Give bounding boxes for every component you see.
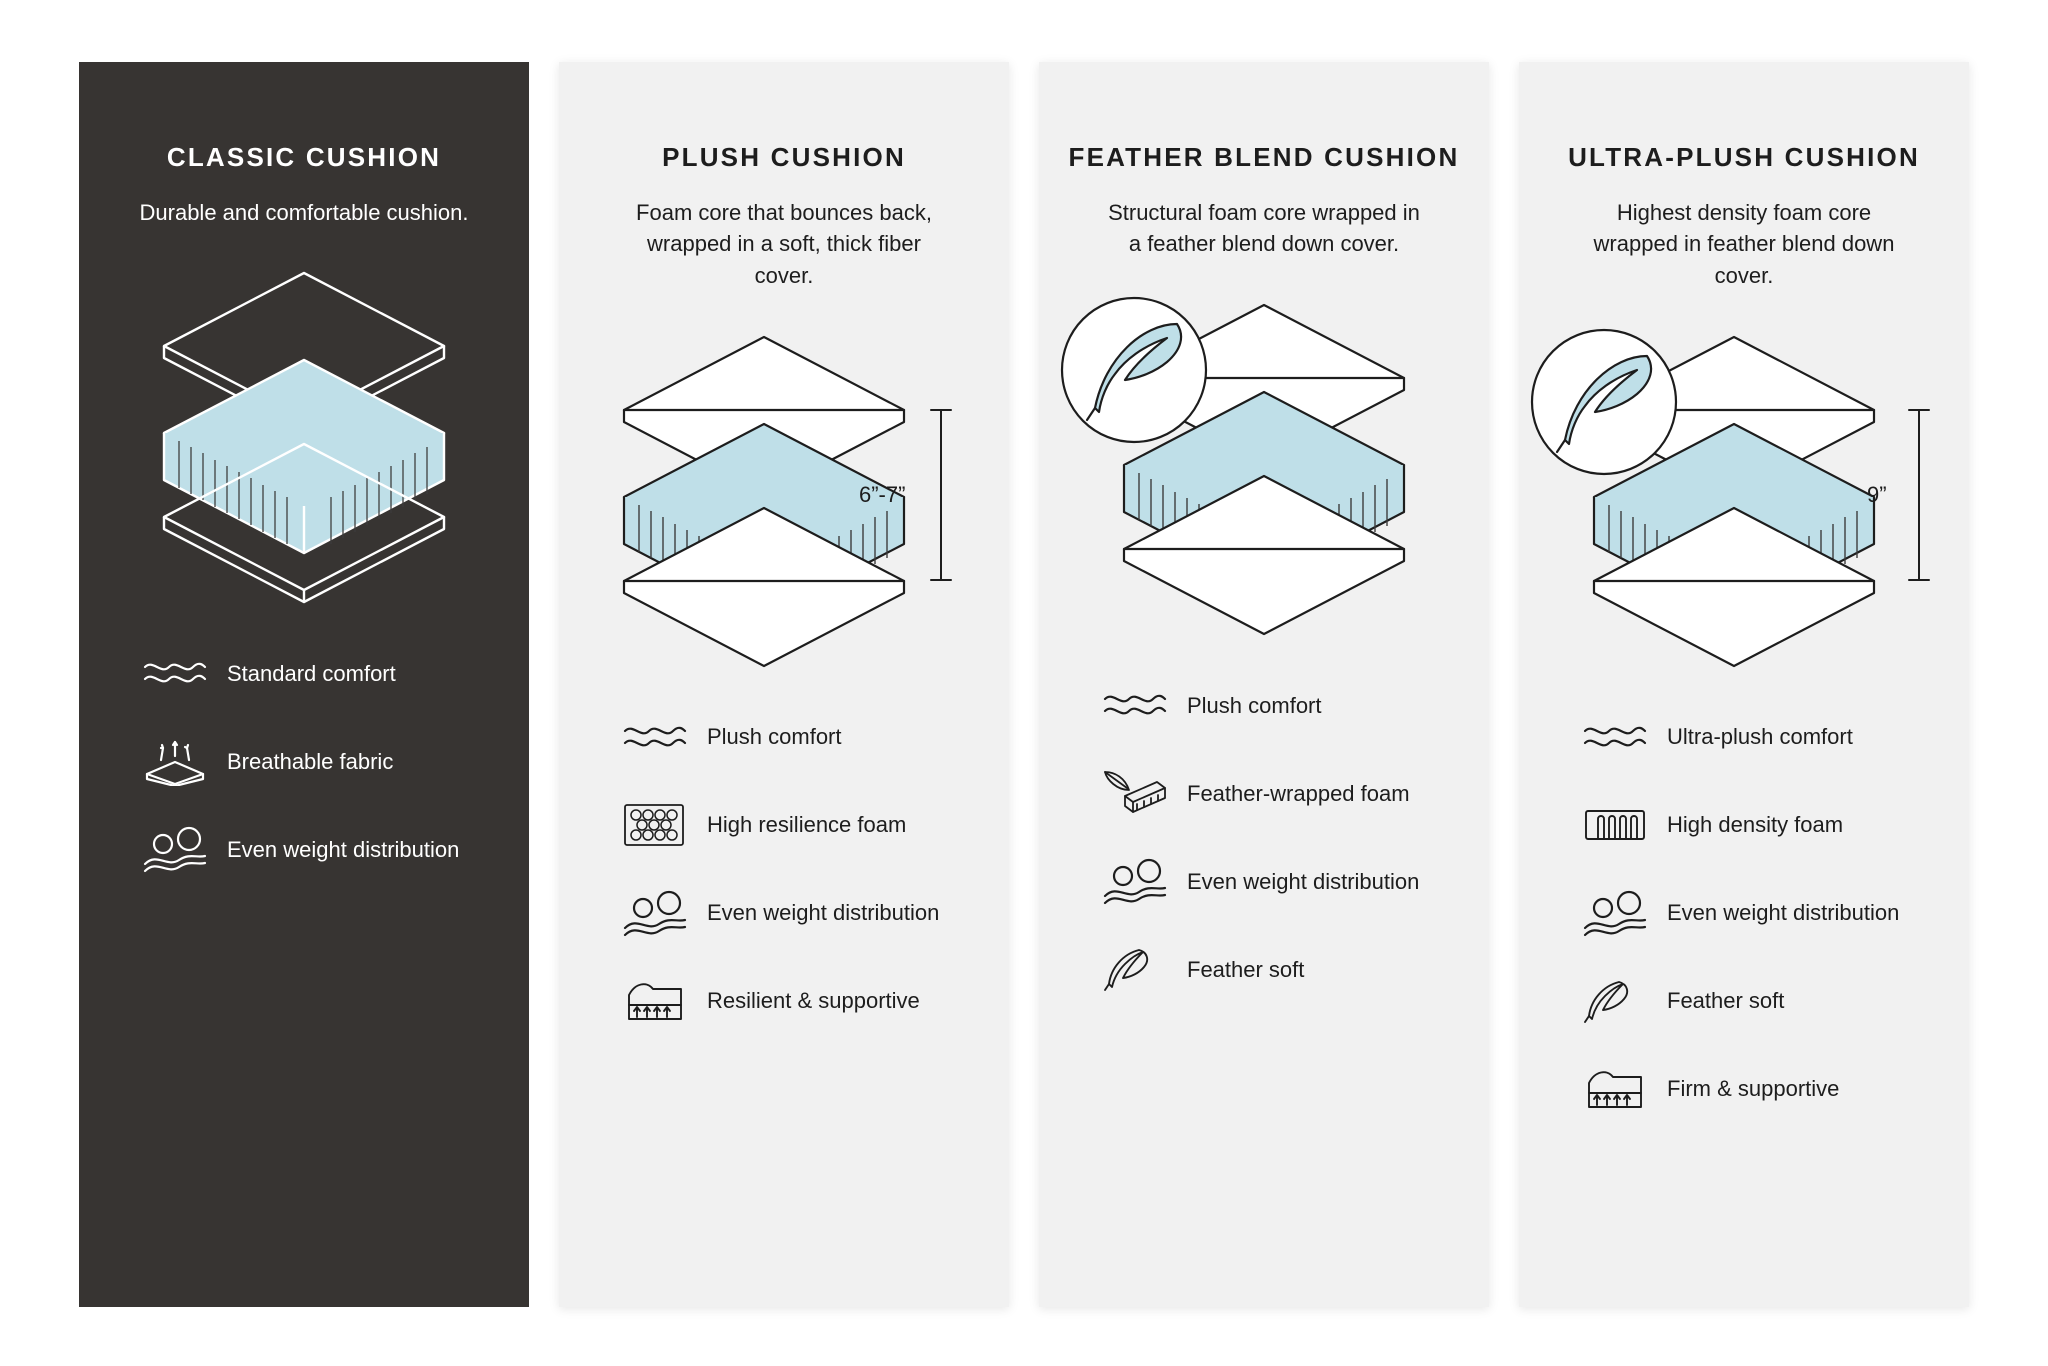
cushion-layer-diagram — [1519, 312, 1969, 692]
feature-label: Feather soft — [1187, 956, 1305, 982]
feature-item — [1101, 850, 1427, 912]
feature-label: Even weight distribution — [227, 836, 460, 862]
feature-label: Plush comfort — [1187, 692, 1322, 718]
feature-list — [79, 642, 529, 906]
feature-label: High density foam — [1667, 812, 1844, 838]
feature-item — [1581, 794, 1907, 856]
feature-item — [1581, 706, 1907, 768]
feather-soft-icon — [1101, 941, 1175, 997]
feature-label: Even weight distribution — [1187, 868, 1420, 894]
feature-item — [1581, 970, 1907, 1032]
foam-core-layer — [164, 360, 444, 553]
card-title: CLASSIC CUSHION — [166, 142, 442, 172]
feature-item — [1101, 762, 1427, 824]
feature-list — [1519, 706, 1969, 1146]
feature-item — [1101, 938, 1427, 1000]
feature-label: Feather-wrapped foam — [1187, 780, 1410, 806]
feature-item — [621, 882, 947, 944]
cushion-card-plush — [559, 62, 1009, 1307]
honeycomb-foam-icon — [621, 797, 695, 853]
feature-item — [621, 706, 947, 768]
even-weight-distribution-icon — [141, 821, 215, 877]
dimension-label: 9” — [1867, 482, 1887, 508]
feather-badge — [1062, 298, 1206, 442]
card-title: PLUSH CUSHION — [662, 142, 906, 172]
wave-comfort-icon — [1581, 709, 1655, 765]
feature-item — [1581, 882, 1907, 944]
feature-label: Breathable fabric — [227, 748, 394, 774]
feature-label: Feather soft — [1667, 988, 1785, 1014]
feature-label: Resilient & supportive — [707, 988, 920, 1014]
feather-soft-icon — [1581, 973, 1655, 1029]
cushion-card-feather-blend — [1039, 62, 1489, 1307]
feature-label: Plush comfort — [707, 724, 842, 750]
cushion-layer-diagram — [1039, 280, 1489, 660]
feather-badge — [1532, 330, 1676, 474]
feature-item — [1101, 674, 1427, 736]
wave-comfort-icon — [141, 645, 215, 701]
cushion-card-ultra-plush — [1519, 62, 1969, 1307]
feature-label: Standard comfort — [227, 660, 396, 686]
card-description: Foam core that bounces back, wrapped in a soft, thick fiber cover. — [636, 199, 932, 289]
resilient-support-icon — [621, 973, 695, 1029]
feature-item — [1581, 1058, 1907, 1120]
card-description: Structural foam core wrapped in a feather blend down cover. — [1108, 199, 1420, 257]
wave-comfort-icon — [621, 709, 695, 765]
feature-item — [141, 818, 467, 880]
even-weight-distribution-icon — [621, 885, 695, 941]
feature-label: Even weight distribution — [1667, 900, 1900, 926]
even-weight-distribution-icon — [1581, 885, 1655, 941]
feature-label: Even weight distribution — [707, 900, 940, 926]
feature-list — [559, 706, 1009, 1058]
card-description: Durable and comfortable cushion. — [139, 199, 469, 225]
card-title: FEATHER BLEND CUSHION — [1068, 142, 1460, 172]
feature-item — [621, 970, 947, 1032]
cushion-card-classic — [79, 62, 529, 1307]
firm-support-icon — [1581, 1061, 1655, 1117]
feature-label: Firm & supportive — [1667, 1076, 1840, 1102]
cushion-layer-diagram — [79, 248, 529, 628]
feature-label: High resilience foam — [707, 812, 907, 838]
dimension-indicator — [931, 410, 951, 580]
feature-item — [621, 794, 947, 856]
feather-wrapped-foam-icon — [1101, 765, 1175, 821]
feature-item — [141, 642, 467, 704]
cushion-layer-diagram — [559, 312, 1009, 692]
breathable-fabric-icon — [141, 733, 215, 789]
even-weight-distribution-icon — [1101, 853, 1175, 909]
high-density-foam-icon — [1581, 797, 1655, 853]
feature-label: Ultra-plush comfort — [1667, 724, 1853, 750]
dimension-indicator — [1909, 410, 1929, 580]
feature-list — [1039, 674, 1489, 1026]
wave-comfort-icon — [1101, 677, 1175, 733]
feature-item — [141, 730, 467, 792]
card-description: Highest density foam core wrapped in feather blend down cover. — [1593, 199, 1895, 289]
dimension-label: 6”-7” — [859, 482, 906, 508]
card-title: ULTRA-PLUSH CUSHION — [1568, 142, 1920, 172]
